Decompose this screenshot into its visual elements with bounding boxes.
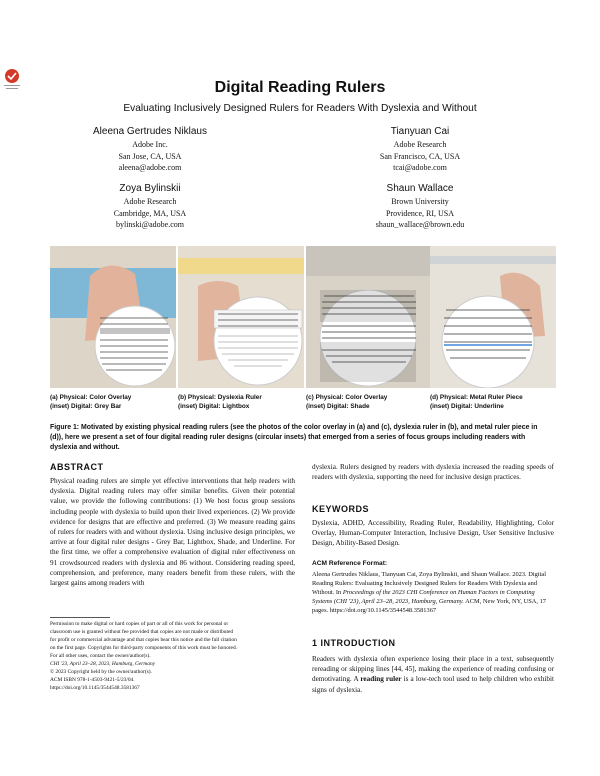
caption-physical: (c) Physical: Color Overlay <box>306 394 388 401</box>
figure-caption-d <box>430 393 565 411</box>
footnote-divider <box>50 617 110 618</box>
introduction-part: Readers with dyslexia often experience losing their place in a text, subsequently rereading or skipping lines [44, 45], making the experience of reading confusing or demotivating. A <box>312 655 554 684</box>
doi-link[interactable]: https://doi.org/10.1145/3544548.3581367 <box>50 685 140 691</box>
figure-photo-c <box>306 246 432 388</box>
figure-photo-a <box>50 246 176 388</box>
metal-ruler <box>430 256 556 264</box>
permission-line: on the first page. Copyrights for third-party components of this work must be honored. <box>50 645 237 651</box>
author-block <box>310 182 530 231</box>
author-email[interactable]: aleena@adobe.com <box>118 163 182 172</box>
introduction-term: reading ruler <box>360 675 402 684</box>
figure-caption-a <box>50 393 185 411</box>
author-email[interactable]: shaun_wallace@brown.edu <box>375 220 465 229</box>
reference-authors: Aleena Gertrudes Niklaus, Tianyuan Cai, Zoya Bylinskii, and Shaun Wallace. 2023. Digital Reading Rulers: Evaluating Inclusively Designed Rulers for Readers With Dyslexia and Without. In <box>312 571 547 596</box>
caption-digital: (inset) Digital: Grey Bar <box>50 403 122 410</box>
author-org: Adobe Inc. <box>132 140 168 149</box>
figure-caption-b <box>178 393 313 411</box>
author-location: Providence, RI, USA <box>386 208 454 218</box>
reference-venue: Proceedings of the 2023 CHI Conference on Human Factors in Computing Systems (CHI '23), April 23–28, 2023, Hamburg, Germany. <box>312 589 535 605</box>
author-name: Aleena Gertrudes Niklaus <box>93 126 207 137</box>
paper-title: Digital Reading Rulers <box>214 79 386 96</box>
author-location: Cambridge, MA, USA <box>113 208 187 218</box>
author-org: Brown University <box>391 197 449 206</box>
permission-line: for profit or commercial advantage and that copies bear this notice and the full citation <box>50 637 237 643</box>
conference-line: CHI '23, April 23–28, 2023, Hamburg, Germany <box>50 661 156 667</box>
caption-digital: (inset) Digital: Underline <box>430 403 504 410</box>
abstract-continued: dyslexia. Rulers designed by readers with dyslexia increased the reading speeds of readers with dyslexia, supporting the need for inclusive design practices. <box>312 463 554 482</box>
copyright-line: © 2023 Copyright held by the owner/author(s). <box>50 669 152 675</box>
permission-line: classroom use is granted without fee provided that copies are not made or distributed <box>50 629 234 635</box>
paper-subtitle: Evaluating Inclusively Designed Rulers for Readers With Dyslexia and Without <box>123 103 477 114</box>
figure-photo-b <box>178 246 304 388</box>
reference-text <box>312 570 554 615</box>
introduction-part: is a low-tech tool used to help children who exhibit signs of dyslexia. <box>312 675 555 694</box>
author-location: San Francisco, CA, USA <box>379 151 461 161</box>
author-org: Adobe Research <box>123 197 177 206</box>
permission-notice <box>50 620 300 692</box>
caption-physical: (b) Physical: Dyslexia Ruler <box>178 394 262 401</box>
author-name: Zoya Bylinskii <box>119 183 181 194</box>
author-email[interactable]: tcai@adobe.com <box>393 163 447 172</box>
author-org: Adobe Research <box>393 140 447 149</box>
isbn-line: ACM ISBN 978-1-4503-9421-5/23/04. <box>50 677 135 683</box>
author-name: Shaun Wallace <box>386 183 454 194</box>
figure-photo-d <box>430 246 556 388</box>
dyslexia-ruler <box>178 258 304 274</box>
author-name: Tianyuan Cai <box>390 126 450 137</box>
author-location: San Jose, CA, USA <box>118 151 182 161</box>
color-overlay <box>306 246 432 276</box>
caption-digital: (inset) Digital: Lightbox <box>178 403 250 410</box>
reference-heading: ACM Reference Format: <box>312 560 388 567</box>
permission-line: Permission to make digital or hard copies of part or all of this work for personal or <box>50 621 229 627</box>
permission-line: For all other uses, contact the owner/author(s). <box>50 653 151 659</box>
author-email[interactable]: bylinski@adobe.com <box>115 220 185 229</box>
introduction-text <box>312 654 554 695</box>
figure-1-caption: Figure 1: Motivated by existing physical reading rulers (see the photos of the color overlay in (a) and (c), dyslexia ruler in (b), and metal ruler piece in (d)), here we present a set of four digital reading ruler designs (circular insets) that emerged from a series of focus groups including readers with dyslexia and without. <box>50 424 538 451</box>
keywords-text: Dyslexia, ADHD, Accessibility, Reading Ruler, Readability, Highlighting, Color Overlay, Human-Computer Interaction, Inclusive Design, User Sensitive Inclusive Design, Ability-Based Design. <box>312 519 554 548</box>
author-block <box>40 125 260 174</box>
keywords-heading: KEYWORDS <box>312 504 370 514</box>
abstract-text: Physical reading rulers are simple yet effective interventions that help readers with dyslexia. Digital reading rulers may offer similar benefits. Given their potential value, we provide the following contributions: (1) We host focus group sessions including people with dyslexia to build upon their lived experiences. (2) We provide evidence for designs that are effective and preferred. (3) We measure reading gains of rulers for readers with and without dyslexia. Using inclusive design principles, we arrive at four digital ruler designs - Grey Bar, Lightbox, Shade, and Underline. For the first time, we offer a comprehensive evaluation of digital ruler effectiveness on 91 crowdsourced readers with dyslexia and 86 without. Considering reading speed, comprehension, and preference, many readers benefit from these rulers, with the largest gains among readers with <box>50 477 295 588</box>
reference-doi[interactable]: ACM, New York, NY, USA, 17 pages. https://doi.org/10.1145/3544548.3581367 <box>312 598 546 614</box>
author-block <box>310 125 530 174</box>
abstract-heading: ABSTRACT <box>50 462 104 472</box>
caption-digital: (inset) Digital: Shade <box>306 403 370 410</box>
introduction-heading: 1 INTRODUCTION <box>312 638 396 648</box>
author-block <box>40 182 260 231</box>
figure-caption-c <box>306 393 441 411</box>
caption-physical: (a) Physical: Color Overlay <box>50 394 132 401</box>
caption-physical: (d) Physical: Metal Ruler Piece <box>430 394 523 401</box>
